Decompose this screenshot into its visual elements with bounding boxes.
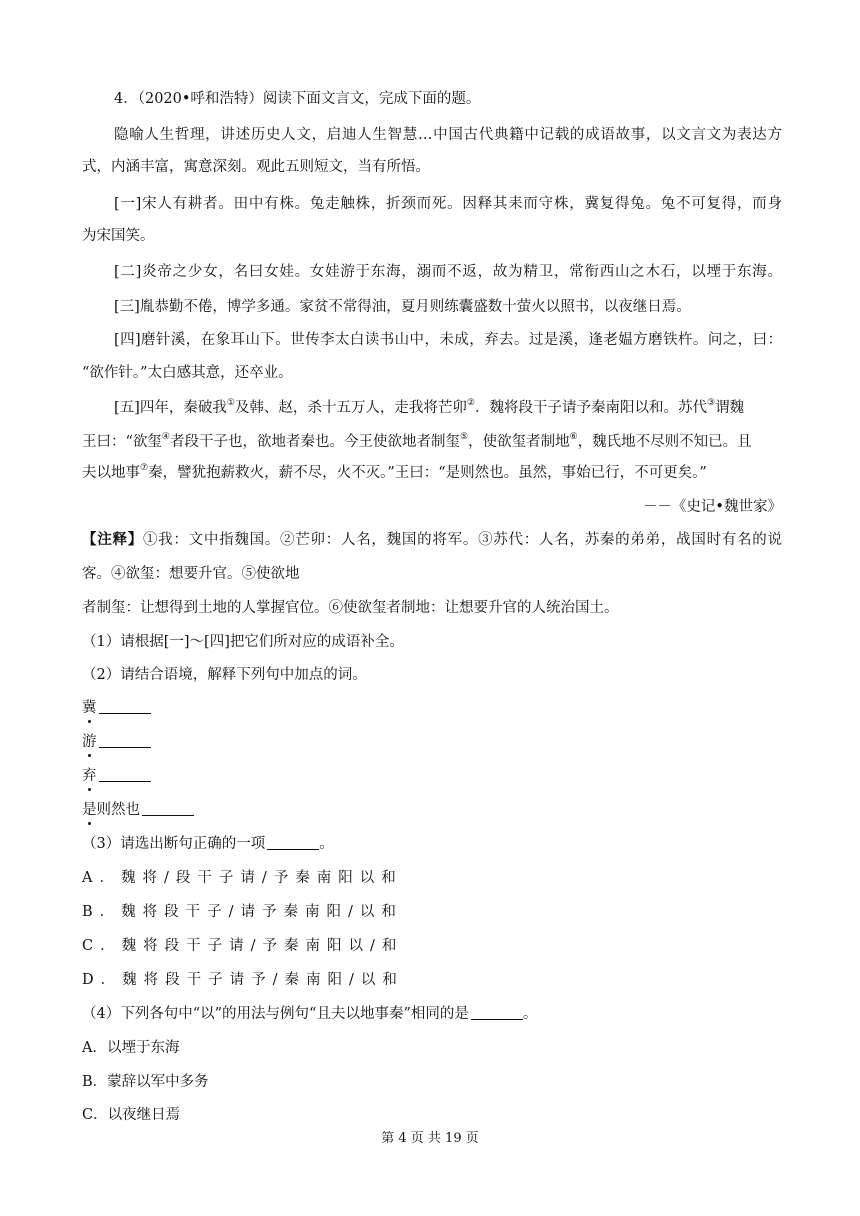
passage-5-line-2: [82, 432, 782, 452]
answer-blank[interactable]: [99, 699, 151, 714]
word-item-4: [82, 800, 782, 820]
sub-question-2: （2）请结合语境，解释下列句中加点的词。: [82, 667, 367, 683]
footnote-mark: ①: [226, 398, 235, 408]
passage-5-text: ．魏将段干子请予秦南阳以和。苏代: [474, 400, 707, 416]
word-item-1: [82, 698, 782, 718]
question-text: （4）下列各句中“以”的用法与例句“且夫以地事秦”相同的是: [82, 1006, 469, 1022]
notes-line-2: 客。④欲玺：想要升官。⑤使欲地: [82, 566, 300, 582]
dotted-word: 游: [82, 734, 97, 750]
q4-option-a: A．以堙于东海: [82, 1040, 180, 1056]
passage-1-line-2: 为宋国笑。: [82, 228, 155, 244]
notes-line-3: 者制玺：让想得到土地的人掌握官位。⑥使欲玺者制地：让想要升官的人统治国土。: [82, 600, 619, 616]
passage-5-text: 王曰：“欲玺: [82, 434, 162, 450]
dotted-word: 弃: [82, 768, 97, 784]
word-item-3: [82, 766, 782, 786]
passage-3: [三]胤恭勤不倦，博学多通。家贫不常得油，夏月则练囊盛数十萤火以照书，以夜继日焉。: [114, 299, 691, 315]
dotted-word: 是: [82, 802, 97, 818]
passage-5-text: ，魏氏地不尽则不知已。且: [577, 434, 752, 450]
footnote-mark: ④: [161, 432, 170, 442]
passage-5-line-1: [114, 398, 782, 418]
footnote-mark: ⑤: [460, 432, 469, 442]
passage-5-text: 秦，譬犹抱薪救火，薪不尽，火不灭。”王曰：“是则然也。虽然，事始已行，不可更矣。”: [148, 465, 707, 481]
option-a: A．魏将/段干子请/予秦南阳以和: [82, 870, 403, 886]
answer-blank[interactable]: [267, 835, 319, 850]
question-text: 。: [522, 1006, 538, 1022]
word-item-2: [82, 732, 782, 752]
passage-5-text: 夫以地事: [82, 465, 140, 481]
question-header: 4．（2020•呼和浩特）阅读下面文言文，完成下面的题。: [114, 91, 481, 107]
q4-option-b: B．蒙辞以军中多务: [82, 1074, 209, 1090]
question-text: （3）请选出断句正确的一项: [82, 836, 266, 852]
footnote-mark: ⑦: [140, 463, 149, 473]
answer-blank[interactable]: [142, 801, 194, 816]
option-b: B．魏将段干子/请予秦南阳/以和: [82, 904, 403, 920]
passage-5-text: 谓魏: [715, 400, 745, 416]
sub-question-1: （1）请根据[一]～[四]把它们所对应的成语补全。: [82, 634, 404, 650]
intro-line-1: 隐喻人生哲理，讲述历史人文，启迪人生智慧…中国古代典籍中记载的成语故事，以文言文为表达方: [114, 127, 782, 143]
passage-4-line-2: “欲作针。”太白感其意，还卒业。: [82, 365, 293, 381]
option-c: C．魏将段干子请/予秦南阳以/和: [82, 938, 404, 954]
passage-5-text: [五]四年，秦破我: [114, 400, 227, 416]
footnote-mark: ③: [706, 398, 716, 408]
passage-5-text: 及韩、赵，杀十五万人，走我将芒卯: [234, 400, 467, 416]
dotted-word: 冀: [82, 700, 97, 716]
passage-2: [二]炎帝之少女，名曰女娃。女娃游于东海，溺而不返，故为精卫，常衔西山之木石，以堙于东海。: [114, 264, 782, 280]
notes-text: ①我：文中指魏国。②芒卯：人名，魏国的将军。③苏代：人名，苏秦的弟弟，战国时有名的说: [142, 532, 783, 548]
answer-blank[interactable]: [471, 1005, 523, 1020]
answer-blank[interactable]: [99, 767, 151, 782]
sub-question-3: [82, 834, 782, 854]
passage-5-line-3: [82, 463, 782, 483]
source-citation: －－《史记•魏世家》: [642, 499, 782, 515]
notes-line-1: [82, 530, 782, 550]
answer-blank[interactable]: [99, 733, 151, 748]
option-d: D．魏将段干子请予/秦南阳/以和: [82, 972, 404, 988]
sub-question-4: [82, 1004, 782, 1024]
word-rest: 则然也: [96, 802, 140, 818]
page-footer: 第 4 页 共 19 页: [381, 1131, 479, 1146]
passage-4-line-1: [四]磨针溪，在象耳山下。世传李太白读书山中，未成，弃去。过是溪，逢老媪方磨铁杵。问之，曰：: [114, 332, 782, 348]
q4-option-c: C．以夜继日焉: [82, 1107, 181, 1123]
footnote-mark: ②: [466, 398, 475, 408]
footnote-mark: ⑥: [569, 432, 578, 442]
passage-1-line-1: [一]宋人有耕者。田中有株。兔走触株，折颈而死。因释其耒而守株，冀复得兔。兔不可复得，而身: [114, 196, 782, 212]
intro-line-2: 式，内涵丰富，寓意深刻。观此五则短文，当有所悟。: [82, 159, 430, 175]
passage-5-text: 者段干子也，欲地者秦也。今王使欲地者制玺: [170, 434, 460, 450]
question-text: 。: [319, 836, 334, 852]
passage-5-text: ，使欲玺者制地: [468, 434, 570, 450]
notes-label: 【注释】: [82, 531, 143, 548]
